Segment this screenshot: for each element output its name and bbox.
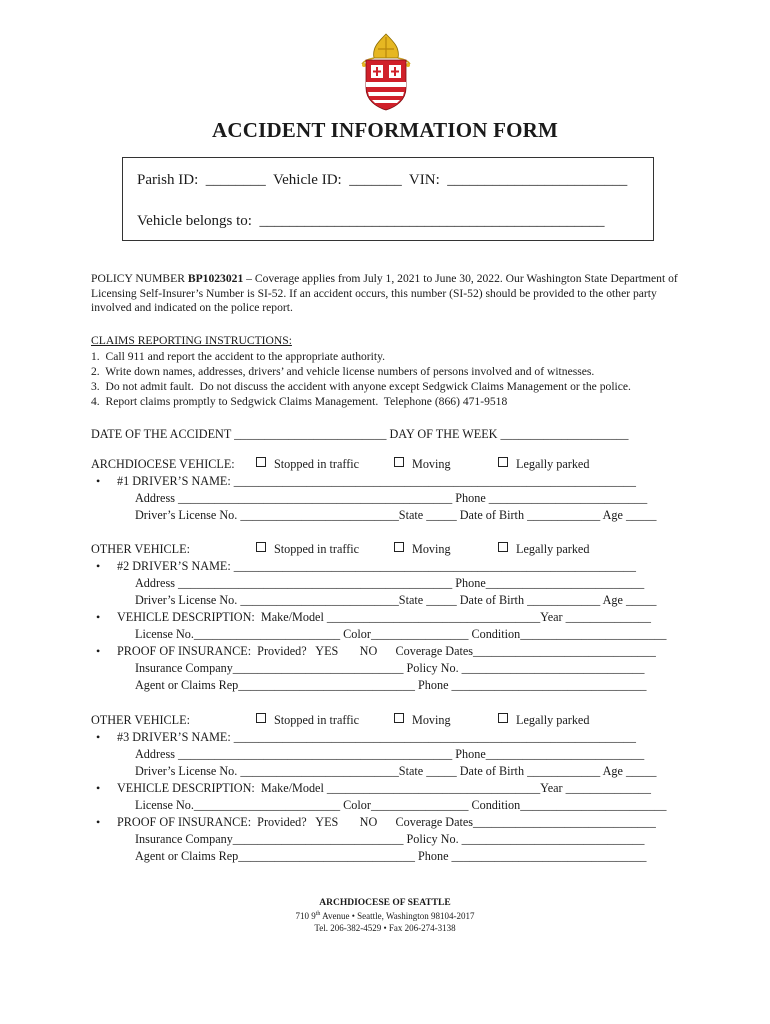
driver2-name-line[interactable]: #2 DRIVER’S NAME: __________________________________________________________________ [117, 559, 636, 573]
policy-paragraph [91, 272, 691, 316]
bullet: • [96, 610, 101, 624]
vehicle-id-box [122, 157, 654, 241]
driver3-name-line[interactable]: #3 DRIVER’S NAME: __________________________________________________________________ [117, 730, 636, 744]
parked-checkbox[interactable] [498, 713, 589, 728]
vehicle3-description-line[interactable]: VEHICLE DESCRIPTION: Make/Model ___________________________________Year ______________ [117, 781, 651, 795]
vehicle2-description-line[interactable]: VEHICLE DESCRIPTION: Make/Model ___________________________________Year ______________ [117, 610, 651, 624]
bullet: • [96, 474, 101, 488]
checkbox-empty-icon[interactable] [394, 542, 404, 552]
stopped-label: Stopped in traffic [274, 542, 360, 556]
policy-number: BP1023021 [187, 272, 244, 285]
checkbox-empty-icon[interactable] [256, 457, 266, 467]
stopped-checkbox[interactable] [256, 542, 359, 557]
policy-text: – Coverage applies from July 1, 2021 to June 30, 2022. Our Washington State Department of Licensing Self-Insurer’s Number is SI-52. If an accident occurs, this number (SI-52) should be provided to the other party involved and indicated on the police report. [91, 272, 678, 314]
footer-address [0, 911, 770, 921]
stopped-label: Stopped in traffic [274, 713, 360, 727]
other-vehicle-label: OTHER VEHICLE: [91, 713, 190, 727]
checkbox-empty-icon[interactable] [394, 713, 404, 723]
parish-vehicle-vin-line[interactable]: Parish ID: ________ Vehicle ID: _______ VIN: ________________________ [137, 172, 628, 188]
parked-label: Legally parked [516, 713, 590, 727]
moving-label: Moving [412, 542, 451, 556]
driver2-address-line[interactable]: Address _____________________________________________ Phone__________________________ [135, 576, 645, 590]
stopped-checkbox[interactable] [256, 457, 359, 472]
insurance2-line[interactable]: PROOF OF INSURANCE: Provided? YES NO Coverage Dates______________________________ [117, 644, 656, 658]
checkbox-empty-icon[interactable] [498, 542, 508, 552]
bullet: • [96, 815, 101, 829]
form-title: ACCIDENT INFORMATION FORM [211, 118, 559, 142]
checkbox-empty-icon[interactable] [394, 457, 404, 467]
insurance2-company-line[interactable]: Insurance Company____________________________ Policy No. ______________________________ [135, 661, 645, 675]
bullet: • [96, 559, 101, 573]
footer-address-number: 710 9 [295, 911, 316, 921]
checkbox-empty-icon[interactable] [256, 713, 266, 723]
footer-organization: ARCHDIOCESE OF SEATTLE [319, 898, 451, 908]
moving-checkbox[interactable] [394, 457, 451, 472]
parked-label: Legally parked [516, 457, 590, 471]
driver3-license-line[interactable]: Driver’s License No. __________________________State _____ Date of Birth ____________ Age _____ [135, 764, 657, 778]
parked-checkbox[interactable] [498, 542, 589, 557]
instruction-item: 4. Report claims promptly to Sedgwick Claims Management. Telephone (866) 471-9518 [91, 395, 508, 408]
insurance3-company-line[interactable]: Insurance Company____________________________ Policy No. ______________________________ [135, 832, 645, 846]
archdiocese-vehicle-label: ARCHDIOCESE VEHICLE: [91, 457, 235, 471]
bullet: • [96, 644, 101, 658]
agent2-line[interactable]: Agent or Claims Rep_____________________________ Phone ________________________________ [135, 678, 647, 692]
checkbox-empty-icon[interactable] [256, 542, 266, 552]
insurance3-line[interactable]: PROOF OF INSURANCE: Provided? YES NO Coverage Dates______________________________ [117, 815, 656, 829]
stopped-checkbox[interactable] [256, 713, 359, 728]
footer-address-sup: th [315, 911, 321, 917]
driver1-address-line[interactable]: Address _____________________________________________ Phone __________________________ [135, 491, 648, 505]
bullet: • [96, 781, 101, 795]
driver1-license-line[interactable]: Driver’s License No. __________________________State _____ Date of Birth ____________ Age _____ [135, 508, 657, 522]
bullet: • [96, 730, 101, 744]
checkbox-empty-icon[interactable] [498, 457, 508, 467]
driver3-address-line[interactable]: Address _____________________________________________ Phone__________________________ [135, 747, 645, 761]
other-vehicle-label: OTHER VEHICLE: [91, 542, 190, 556]
vehicle2-license-line[interactable]: License No.________________________ Color________________ Condition________________________ [135, 627, 667, 641]
instruction-item: 2. Write down names, addresses, drivers’ and vehicle license numbers of persons involved and of witnesses. [91, 365, 595, 378]
archdiocese-coat-of-arms-icon [354, 32, 418, 112]
instructions-heading: CLAIMS REPORTING INSTRUCTIONS: [91, 334, 292, 347]
agent3-line[interactable]: Agent or Claims Rep_____________________________ Phone ________________________________ [135, 849, 647, 863]
moving-checkbox[interactable] [394, 713, 451, 728]
checkbox-empty-icon[interactable] [498, 713, 508, 723]
parked-label: Legally parked [516, 542, 590, 556]
instruction-item: 1. Call 911 and report the accident to the appropriate authority. [91, 350, 386, 363]
moving-label: Moving [412, 457, 451, 471]
driver1-name-line[interactable]: #1 DRIVER’S NAME: __________________________________________________________________ [117, 474, 636, 488]
policy-prefix: POLICY NUMBER [91, 272, 188, 285]
driver2-license-line[interactable]: Driver’s License No. __________________________State _____ Date of Birth ____________ Age _____ [135, 593, 657, 607]
footer-address-rest: Avenue • Seattle, Washington 98104-2017 [320, 911, 475, 921]
moving-checkbox[interactable] [394, 542, 451, 557]
parked-checkbox[interactable] [498, 457, 589, 472]
vehicle3-license-line[interactable]: License No.________________________ Color________________ Condition________________________ [135, 798, 667, 812]
vehicle-belongs-to-line[interactable]: Vehicle belongs to: ______________________________________________ [137, 213, 605, 229]
footer-phone: Tel. 206-382-4529 • Fax 206-274-3138 [314, 923, 456, 933]
accident-date-line[interactable]: DATE OF THE ACCIDENT _________________________ DAY OF THE WEEK _____________________ [91, 427, 629, 441]
stopped-label: Stopped in traffic [274, 457, 360, 471]
moving-label: Moving [412, 713, 451, 727]
instruction-item: 3. Do not admit fault. Do not discuss the accident with anyone except Sedgwick Claims Management or the police. [91, 380, 631, 393]
